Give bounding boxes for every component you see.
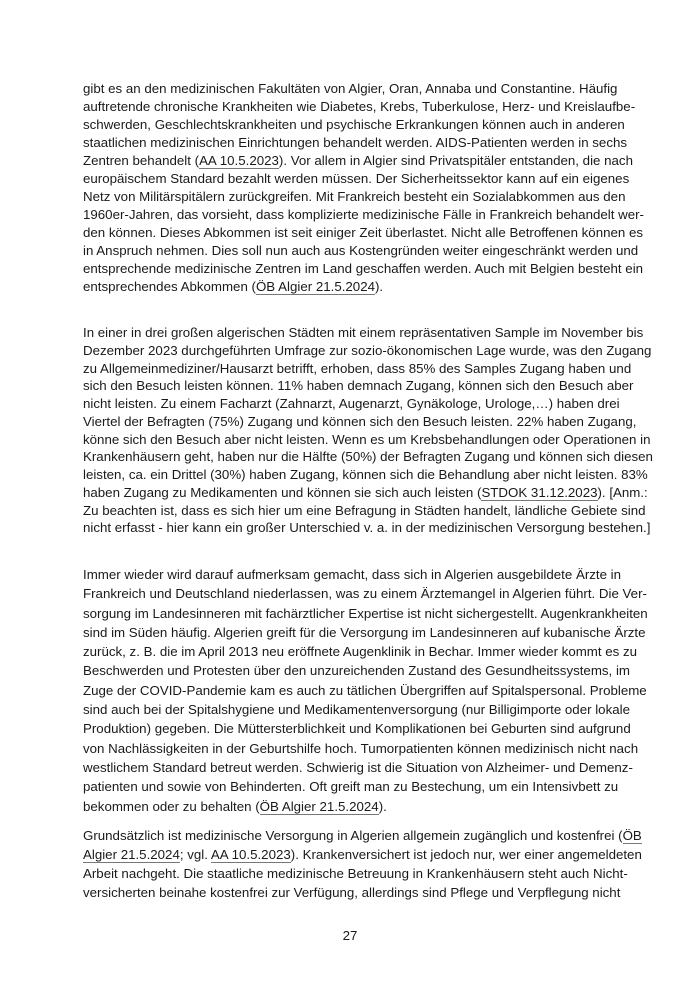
text-line xyxy=(83,777,617,796)
source-reference-link[interactable]: ÖB Algier 21.5.2024 xyxy=(259,798,379,814)
text-line xyxy=(83,484,648,502)
text-line xyxy=(83,224,644,242)
text-segment: ). Krankenversichert ist jedoch nur, wer einer angemeldeten xyxy=(290,847,642,862)
text-line xyxy=(83,116,625,134)
text-line xyxy=(83,324,644,342)
paragraph-survey-access xyxy=(83,324,653,537)
text-line xyxy=(83,206,644,224)
text-segment: auftretende chronische Krankheiten wie Diabetes, Krebs, Tuberkulose, Herz- und Kreislaufbe- xyxy=(83,99,636,114)
text-line xyxy=(83,170,630,188)
text-line xyxy=(83,797,617,816)
text-segment: Zuge der COVID-Pandemie kam es auch zu tätlichen Übergriffen auf Spitalspersonal. Probleme xyxy=(83,682,647,698)
text-segment: ). xyxy=(375,279,384,294)
text-segment: zurück, z. B. die im April 2013 neu eröffnete Augenklinik in Bechar. Immer wieder kommt es zu xyxy=(83,644,638,660)
text-line xyxy=(83,342,652,360)
text-line xyxy=(83,152,633,170)
text-segment: gibt es an den medizinischen Fakultäten von Algier, Oran, Annaba und Constantine. Häufig xyxy=(83,81,618,96)
text-line xyxy=(83,278,617,296)
text-line xyxy=(83,448,653,466)
text-segment: Grundsätzlich ist medizinische Versorgung in Algerien allgemein zugänglich und kostenfrei ( xyxy=(83,828,623,843)
text-line xyxy=(83,584,647,603)
text-line xyxy=(83,413,637,431)
text-line xyxy=(83,700,630,719)
text-segment: ). xyxy=(378,798,387,814)
text-segment: Arbeit nachgeht. Die staatliche medizinische Betreuung in Krankenhäusern steht auch Nicht- xyxy=(83,866,628,881)
text-segment: Produktion) gegeben. Die Müttersterblichkeit und Komplikationen bei Geburten sind aufgrund xyxy=(83,721,631,737)
text-line xyxy=(83,883,621,902)
text-segment: Beschwerden und Protesten über den unzureichenden Zustand des Gesundheitssystems, im xyxy=(83,663,630,679)
text-segment: könne sich den Besuch aber nicht leisten. Wenn es um Krebsbehandlungen oder Operationen in xyxy=(83,431,651,447)
text-segment: westlichem Standard betreut werden. Schwierig ist die Situation von Alzheimer- und Demenz- xyxy=(83,759,633,775)
text-line xyxy=(83,377,634,395)
text-line xyxy=(83,845,642,864)
text-segment: Immer wieder wird darauf aufmerksam gemacht, dass sich in Algerien ausgebildete Ärzte in xyxy=(83,567,622,582)
text-segment: leisten, ca. ein Drittel (30%) haben Zugang, können sich die Behandlung aber nicht leisten. 83% xyxy=(83,467,648,482)
text-segment: nicht leisten. Zu einem Facharzt (Zahnarzt, Augenarzt, Gynäkologe, Urologe,…) haben drei xyxy=(83,396,620,411)
text-line xyxy=(83,134,628,152)
text-line xyxy=(83,758,633,777)
text-segment: haben Zugang zu Medikamenten und können sie sich auch leisten ( xyxy=(83,484,482,500)
text-line xyxy=(83,80,617,98)
source-reference-link[interactable]: AA 10.5.2023 xyxy=(210,847,291,862)
text-line xyxy=(83,360,632,378)
text-segment: sind auch bei der Spitalshygiene und Medikamentenversorgung (nur Billigimporte oder lokale xyxy=(83,702,630,718)
text-line xyxy=(83,739,639,758)
text-segment: den können. Dieses Abkommen ist seit einiger Zeit überlastet. Nicht alle Betroffenen können es xyxy=(83,225,644,240)
text-segment: entsprechendes Abkommen ( xyxy=(83,279,256,294)
text-line xyxy=(83,188,626,206)
text-segment: Netz von Militärspitälern zurückgreifen. Mit Frankreich besteht ein Sozialabkommen aus den xyxy=(83,189,626,204)
text-segment: Zu beachten ist, dass es sich hier um eine Befragung in Städten handelt, ländliche Gebiete sind xyxy=(83,502,646,518)
text-segment: nicht erfasst - hier kann ein großer Unterschied v. a. in der medizinischen Versorgung bestehen.] xyxy=(83,520,651,536)
text-line xyxy=(83,466,648,484)
text-line xyxy=(83,260,644,278)
page-number: 27 xyxy=(342,928,358,943)
text-line xyxy=(83,242,639,260)
text-line xyxy=(83,565,622,584)
text-line xyxy=(83,431,651,449)
source-reference-link[interactable]: AA 10.5.2023 xyxy=(199,153,279,168)
text-segment: ). [Anm.: xyxy=(597,484,648,500)
text-line xyxy=(83,395,620,413)
text-segment: In einer in drei großen algerischen Städten mit einem repräsentativen Sample im November bis xyxy=(83,325,644,340)
text-line xyxy=(83,681,647,700)
text-segment: patienten und sowie von Behinderten. Oft greift man zu Bestechung, um ein Intensivbett zu xyxy=(83,779,619,795)
paragraph-doctor-shortage xyxy=(83,565,648,816)
text-line xyxy=(83,719,631,738)
text-segment: europäischem Standard bezahlt werden müssen. Der Sicherheitssektor kann auf ein eigenes xyxy=(83,171,630,186)
text-line xyxy=(83,642,638,661)
text-line xyxy=(83,864,628,883)
text-segment: sich den Besuch leisten können. 11% haben demnach Zugang, können sich den Besuch aber xyxy=(83,378,634,394)
text-segment: Viertel der Befragten (75%) Zugang und können sich den Besuch leisten. 22% haben Zugang, xyxy=(83,413,637,429)
text-segment: 1960er-Jahren, das vorsieht, dass komplizierte medizinische Fälle in Frankreich behandelt wer- xyxy=(83,207,644,222)
text-line xyxy=(83,661,630,680)
text-segment: Krankenhäusern geht, haben nur die Hälfte (50%) der Befragten Zugang und können sich diesen xyxy=(83,449,653,465)
paragraph-healthcare-facilities xyxy=(83,80,644,296)
source-reference-link[interactable]: Algier 21.5.2024 xyxy=(83,847,180,862)
text-line xyxy=(83,502,646,520)
text-line xyxy=(83,519,651,537)
text-line xyxy=(83,98,636,116)
text-segment: zu Allgemeinmediziner/Hausarzt betrifft, erhoben, dass 85% des Samples Zugang haben und xyxy=(83,360,632,376)
text-segment: von Nachlässigkeiten in der Geburtshilfe hoch. Tumorpatienten können medizinisch nicht nach xyxy=(83,740,639,756)
text-segment: ; vgl. xyxy=(179,847,211,862)
text-segment: sind im Süden häufig. Algerien greift für die Versorgung im Landesinneren auf kubanische Ärzte xyxy=(83,624,646,640)
text-segment: sorgung im Landesinneren mit fachärztlicher Expertise ist nicht sichergestellt. Augenkrankheiten xyxy=(83,605,648,621)
text-segment: staatlichen medizinischen Einrichtungen behandelt werden. AIDS-Patienten werden in sechs xyxy=(83,135,628,150)
text-segment: schwerden, Geschlechtskrankheiten und psychische Erkrankungen können auch in anderen xyxy=(83,117,625,132)
text-line xyxy=(83,623,646,642)
text-segment: in Anspruch nehmen. Dies soll nun auch aus Kostengründen weiter eingeschränkt werden und xyxy=(83,243,639,258)
text-segment: Frankreich und Deutschland niederlassen, was zu einem Ärztemangel in Algerien führt. Die Ver- xyxy=(83,586,647,602)
text-line xyxy=(83,826,642,845)
text-segment: bekommen oder zu behalten ( xyxy=(83,798,260,814)
source-reference-link[interactable]: ÖB xyxy=(622,828,642,843)
text-segment: Dezember 2023 durchgeführten Umfrage zur sozio-ökonomischen Lage wurde, was den Zugang xyxy=(83,342,652,358)
source-reference-link[interactable]: ÖB Algier 21.5.2024 xyxy=(255,279,375,294)
paragraph-free-care xyxy=(83,826,642,902)
text-segment: entsprechende medizinische Zentren im Land geschaffen werden. Auch mit Belgien besteht ein xyxy=(83,261,644,276)
source-reference-link[interactable]: STDOK 31.12.2023 xyxy=(481,484,598,500)
text-segment: Zentren behandelt ( xyxy=(83,153,200,168)
text-line xyxy=(83,604,648,623)
text-segment: versicherten beinahe kostenfrei zur Verfügung, allerdings sind Pflege und Verpflegung nicht xyxy=(83,885,621,900)
text-segment: ). Vor allem in Algier sind Privatspitäler entstanden, die nach xyxy=(278,153,633,168)
